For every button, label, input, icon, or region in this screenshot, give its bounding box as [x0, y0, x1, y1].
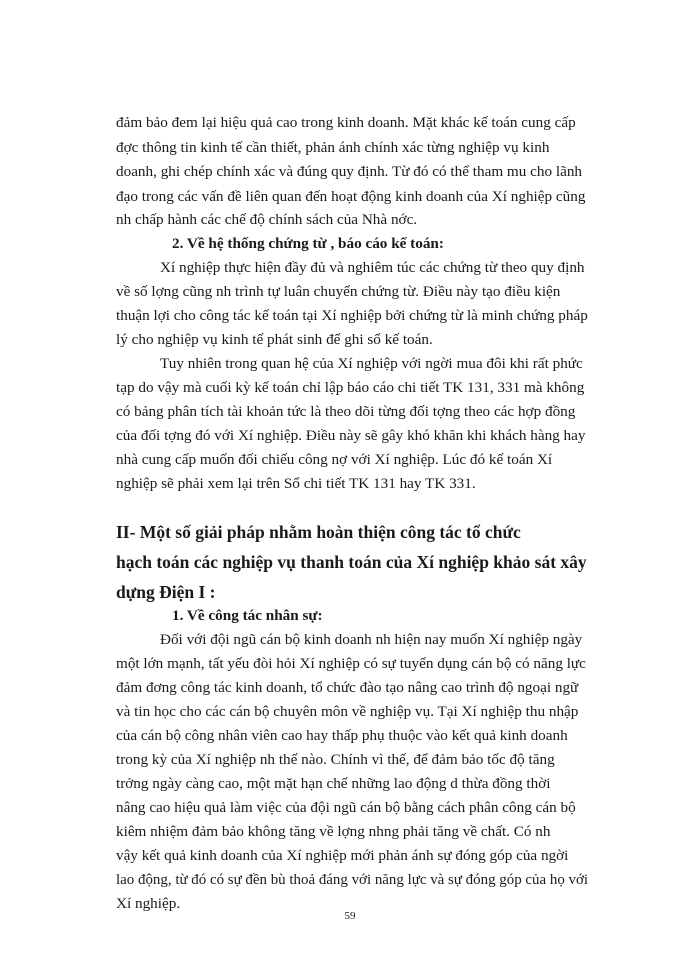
- part-heading: dựng Điện I :: [116, 582, 216, 602]
- text-line: Xí nghiệp thực hiện đầy đủ và nghiêm túc các chứng từ theo quy định: [160, 259, 585, 276]
- text-line: lý cho nghiệp vụ kinh tế phát sinh để ghi sổ kế toán.: [116, 331, 433, 348]
- text-line: nghiệp sẽ phải xem lại trên Sổ chi tiết TK 131 hay TK 331.: [116, 475, 476, 492]
- text-line: một lớn mạnh, tất yếu đòi hỏi Xí nghiệp có sự tuyển dụng cán bộ có năng lực: [116, 655, 586, 672]
- page-number: 59: [344, 910, 356, 922]
- text-line: tạp do vậy mà cuối kỳ kế toán chỉ lập báo cáo chi tiết TK 131, 331 mà không: [116, 379, 585, 396]
- text-line: đạo trong các vấn đề liên quan đến hoạt động kinh doanh của Xí nghiệp cũng: [116, 188, 586, 205]
- text-line: nâng cao hiệu quả làm việc của đội ngũ cán bộ bằng cách phân công cán bộ: [116, 799, 576, 816]
- text-line: của cán bộ công nhân viên cao hay thấp phụ thuộc vào kết quả kinh doanh: [116, 727, 568, 744]
- text-line: Tuy nhiên trong quan hệ của Xí nghiệp với ngời mua đôi khi rất phức: [160, 355, 583, 372]
- text-line: đảm đơng công tác kinh doanh, tổ chức đào tạo nâng cao trình độ ngoại ngữ: [116, 679, 579, 696]
- text-line: đảm bảo đem lại hiệu quả cao trong kinh doanh. Mặt khác kế toán cung cấp: [116, 114, 576, 131]
- text-line: lao động, từ đó có sự đền bù thoả đáng với năng lực và sự đóng góp của họ với: [116, 871, 589, 888]
- part-heading: II- Một số giải pháp nhằm hoàn thiện công tác tổ chức: [116, 522, 521, 542]
- text-line: kiêm nhiệm đảm bảo không tăng về lợng nhng phải tăng về chất. Có nh: [116, 823, 551, 840]
- text-line: có bảng phân tích tài khoản tức là theo dõi từng đối tợng theo các hợp đồng: [116, 403, 576, 420]
- text-line: thuận lợi cho công tác kế toán tại Xí nghiệp bởi chứng từ là minh chứng pháp: [116, 307, 588, 324]
- section-heading: 2. Về hệ thống chứng từ , báo cáo kế toán:: [172, 235, 444, 252]
- text-line: của đối tợng đó với Xí nghiệp. Điều này sẽ gây khó khăn khi khách hàng hay: [116, 427, 586, 444]
- text-line: trong kỳ của Xí nghiệp nh thế nào. Chính vì thế, để đảm bảo tốc độ tăng: [116, 751, 555, 768]
- text-line: vậy kết quả kinh doanh của Xí nghiệp mới phản ánh sự đóng góp của ngời: [116, 847, 569, 864]
- text-line: Đối với đội ngũ cán bộ kinh doanh nh hiện nay muốn Xí nghiệp ngày: [160, 631, 583, 648]
- text-line: doanh, ghi chép chính xác và đúng quy định. Từ đó có thể tham mu cho lãnh: [116, 163, 583, 180]
- text-line: Xí nghiệp.: [116, 895, 181, 912]
- text-line: đợc thông tin kinh tế cần thiết, phản ánh chính xác từng nghiệp vụ kinh: [116, 139, 550, 156]
- text-line: về số lợng cũng nh trình tự luân chuyển chứng từ. Điều này tạo điều kiện: [116, 283, 561, 300]
- text-line: trởng ngày càng cao, một mặt hạn chế những lao động d thừa đồng thời: [116, 775, 551, 792]
- subsection-heading: 1. Về công tác nhân sự:: [172, 607, 323, 624]
- text-line: và tin học cho các cán bộ chuyên môn về nghiệp vụ. Tại Xí nghiệp thu nhập: [116, 703, 579, 720]
- part-heading: hạch toán các nghiệp vụ thanh toán của Xí nghiệp khảo sát xây: [116, 552, 587, 572]
- text-line: nhà cung cấp muốn đối chiếu công nợ với Xí nghiệp. Lúc đó kế toán Xí: [116, 451, 553, 468]
- text-line: nh chấp hành các chế độ chính sách của Nhà nớc.: [116, 211, 418, 228]
